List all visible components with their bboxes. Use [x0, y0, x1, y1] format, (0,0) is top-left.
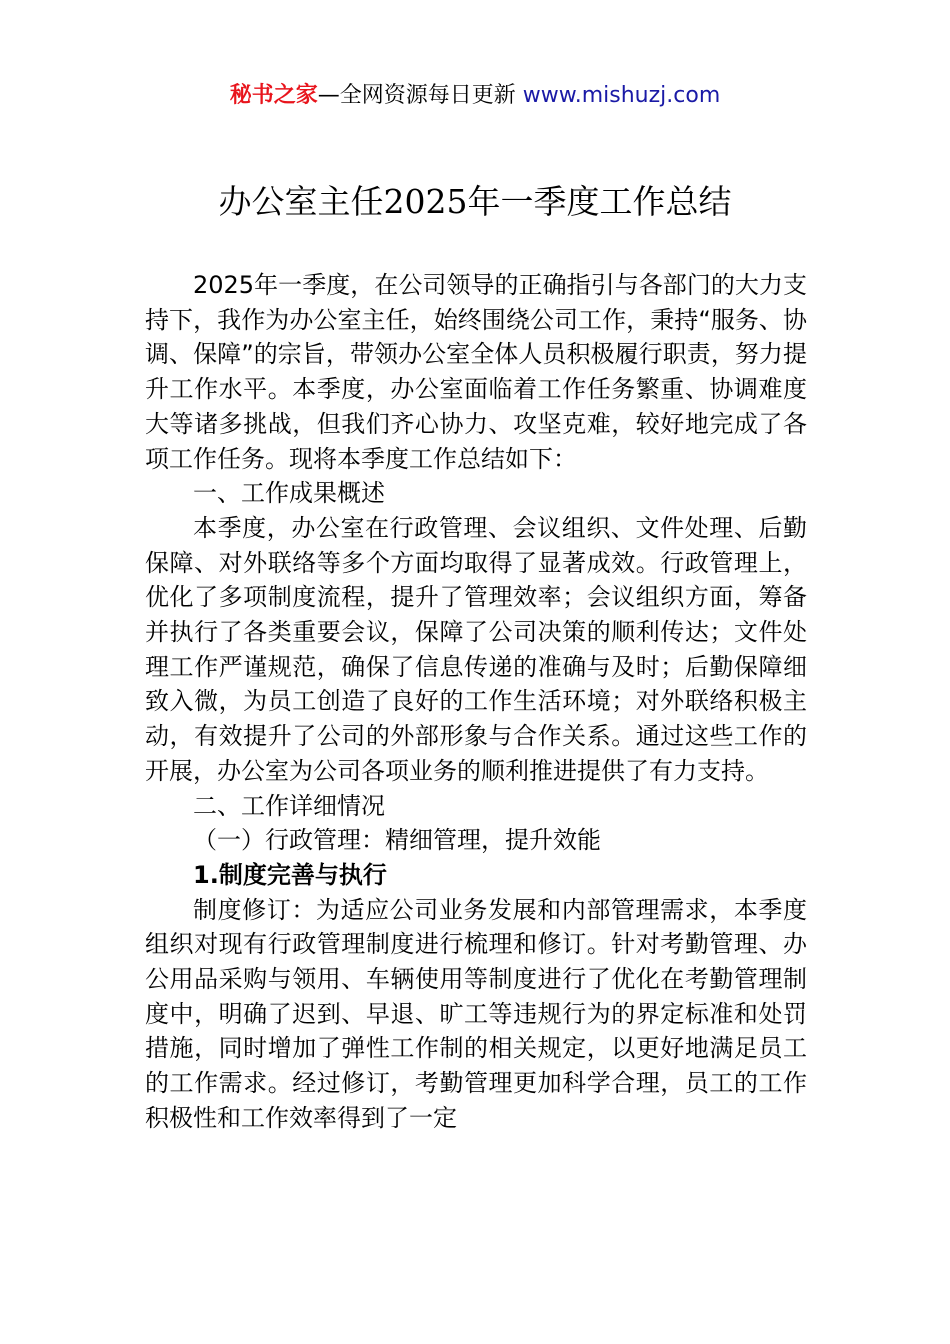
- section-heading-2: 二、工作详细情况: [193, 791, 385, 820]
- site-slogan: —全网资源每日更新: [317, 83, 516, 108]
- site-header-banner: [0, 80, 950, 112]
- document-title: 办公室主任2025年一季度工作总结: [218, 182, 732, 221]
- item-heading: 1.制度完善与执行: [193, 860, 387, 889]
- document-body: [145, 268, 807, 1136]
- body-paragraph: 本季度，办公室在行政管理、会议组织、文件处理、后勤保障、对外联络等多个方面均取得了显著成效。行政管理上，优化了多项制度流程，提升了管理效率；会议组织方面，筹备并执行了各类重要会议，保障了公司决策的顺利传达；文件处理工作严谨规范，确保了信息传递的准确与及时；后勤保障细致入微，为员工创造了良好的工作生活环境；对外联络积极主动，有效提升了公司的外部形象与合作关系。通过这些工作的开展，办公室为公司各项业务的顺利推进提供了有力支持。: [145, 513, 807, 785]
- body-paragraph: 制度修订：为适应公司业务发展和内部管理需求，本季度组织对现有行政管理制度进行梳理和修订。针对考勤管理、办公用品采购与领用、车辆使用等制度进行了优化在考勤管理制度中，明确了迟到、早退、旷工等违规行为的界定标准和处罚措施，同时增加了弹性工作制的相关规定，以更好地满足员工的工作需求。经过修订，考勤管理更加科学合理，员工的工作积极性和工作效率得到了一定: [145, 895, 807, 1132]
- subsection-heading: （一）行政管理：精细管理，提升效能: [193, 826, 601, 855]
- section-heading-1: 一、工作成果概述: [193, 479, 385, 508]
- site-url-link[interactable]: www.mishuzj.com: [522, 83, 721, 108]
- site-brand-name: 秘书之家: [229, 83, 318, 108]
- intro-paragraph: 2025年一季度，在公司领导的正确指引与各部门的大力支持下，我作为办公室主任，始终围绕公司工作，秉持“服务、协调、保障”的宗旨，带领办公室全体人员积极履行职责，努力提升工作水平。本季度，办公室面临着工作任务繁重、协调难度大等诸多挑战，但我们齐心协力、攻坚克难，较好地完成了各项工作任务。现将本季度工作总结如下：: [145, 271, 807, 473]
